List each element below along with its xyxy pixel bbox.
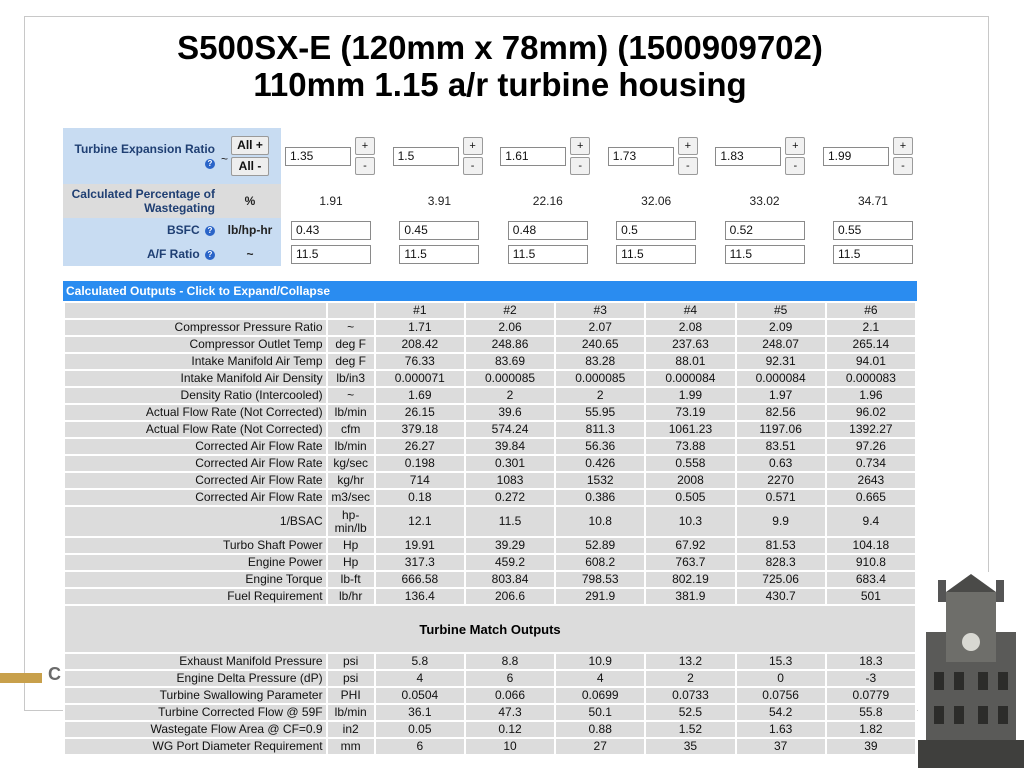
row-label: Compressor Pressure Ratio bbox=[65, 320, 326, 335]
bsfc-unit: lb/hp-hr bbox=[219, 218, 281, 242]
row-value: 1532 bbox=[556, 473, 644, 488]
row-unit: lb/min bbox=[328, 439, 374, 454]
wastegating-group bbox=[281, 194, 917, 208]
row-label: Actual Flow Rate (Not Corrected) bbox=[65, 422, 326, 437]
table-row bbox=[65, 490, 915, 505]
row-value: 0.272 bbox=[466, 490, 554, 505]
row-unit: ~ bbox=[328, 320, 374, 335]
row-value: 18.3 bbox=[827, 654, 915, 669]
row-value: 248.86 bbox=[466, 337, 554, 352]
row-value: 0.066 bbox=[466, 688, 554, 703]
stepper bbox=[893, 137, 913, 175]
building-photo bbox=[918, 572, 1024, 768]
af-field[interactable]: 11.5 bbox=[508, 245, 588, 264]
expansion-ratio-field[interactable]: 1.5 bbox=[393, 147, 459, 166]
row-value: 2008 bbox=[646, 473, 734, 488]
column-header: #5 bbox=[737, 303, 825, 318]
row-label: Exhaust Manifold Pressure bbox=[65, 654, 326, 669]
row-value: 6 bbox=[466, 671, 554, 686]
stepper bbox=[355, 137, 375, 175]
af-field[interactable]: 11.5 bbox=[833, 245, 913, 264]
row-value: 67.92 bbox=[646, 538, 734, 553]
table-row bbox=[65, 722, 915, 737]
row-value: 82.56 bbox=[737, 405, 825, 420]
row-value: 10.3 bbox=[646, 507, 734, 536]
row-value: 0.000084 bbox=[737, 371, 825, 386]
stepper bbox=[678, 137, 698, 175]
expansion-input-group bbox=[285, 137, 913, 175]
expansion-input-1 bbox=[285, 137, 375, 175]
row-value: 19.91 bbox=[376, 538, 464, 553]
row-value: 136.4 bbox=[376, 589, 464, 604]
row-value: 5.8 bbox=[376, 654, 464, 669]
wastegating-value: 3.91 bbox=[427, 194, 452, 208]
row-value: 1197.06 bbox=[737, 422, 825, 437]
all-plus-button[interactable]: All + bbox=[231, 136, 269, 155]
bsfc-label: BSFC bbox=[166, 223, 200, 237]
row-value: 9.9 bbox=[737, 507, 825, 536]
row-value: 27 bbox=[556, 739, 644, 754]
af-group bbox=[281, 245, 917, 264]
row-value: 47.3 bbox=[466, 705, 554, 720]
column-header: #2 bbox=[466, 303, 554, 318]
row-value: 10.8 bbox=[556, 507, 644, 536]
all-minus-button[interactable]: All - bbox=[231, 157, 269, 176]
row-unit: cfm bbox=[328, 422, 374, 437]
row-value: 608.2 bbox=[556, 555, 644, 570]
row-value: 291.9 bbox=[556, 589, 644, 604]
row-value: 1.82 bbox=[827, 722, 915, 737]
row-value: 208.42 bbox=[376, 337, 464, 352]
row-value: 1.52 bbox=[646, 722, 734, 737]
row-value: 2270 bbox=[737, 473, 825, 488]
increment-button[interactable]: + bbox=[463, 137, 483, 155]
expansion-input-2 bbox=[393, 137, 483, 175]
row-value: 2 bbox=[466, 388, 554, 403]
row-value: 0.18 bbox=[376, 490, 464, 505]
row-value: 0.05 bbox=[376, 722, 464, 737]
increment-button[interactable]: + bbox=[355, 137, 375, 155]
footer-accent-bar bbox=[0, 673, 42, 683]
row-value: 240.65 bbox=[556, 337, 644, 352]
table-row bbox=[65, 705, 915, 720]
row-value: 0.88 bbox=[556, 722, 644, 737]
row-value: 2.09 bbox=[737, 320, 825, 335]
row-unit: lb/min bbox=[328, 705, 374, 720]
wastegating-unit: % bbox=[219, 184, 281, 218]
stepper bbox=[785, 137, 805, 175]
row-value: 1.63 bbox=[737, 722, 825, 737]
row-value: 1.69 bbox=[376, 388, 464, 403]
table-row bbox=[65, 555, 915, 570]
row-value: 317.3 bbox=[376, 555, 464, 570]
bsfc-field[interactable]: 0.5 bbox=[616, 221, 696, 240]
row-value: 714 bbox=[376, 473, 464, 488]
row-value: 0.0504 bbox=[376, 688, 464, 703]
row-label: Intake Manifold Air Temp bbox=[65, 354, 326, 369]
row-unit: kg/hr bbox=[328, 473, 374, 488]
bsfc-field[interactable]: 0.48 bbox=[508, 221, 588, 240]
table-row bbox=[65, 473, 915, 488]
table-row bbox=[65, 456, 915, 471]
row-value: 54.2 bbox=[737, 705, 825, 720]
row-value: 0.0733 bbox=[646, 688, 734, 703]
row-value: 88.01 bbox=[646, 354, 734, 369]
expansion-input-5 bbox=[715, 137, 805, 175]
row-value: 36.1 bbox=[376, 705, 464, 720]
row-label: Engine Delta Pressure (dP) bbox=[65, 671, 326, 686]
af-field[interactable]: 11.5 bbox=[399, 245, 479, 264]
row-value: 55.8 bbox=[827, 705, 915, 720]
row-unit: m3/sec bbox=[328, 490, 374, 505]
row-value: 0.198 bbox=[376, 456, 464, 471]
table-row bbox=[65, 654, 915, 669]
decrement-button[interactable]: - bbox=[463, 157, 483, 175]
decrement-button[interactable]: - bbox=[893, 157, 913, 175]
wastegating-value: 1.91 bbox=[319, 194, 343, 208]
row-value: 501 bbox=[827, 589, 915, 604]
row-value: 0.734 bbox=[827, 456, 915, 471]
row-value: 15.3 bbox=[737, 654, 825, 669]
row-value: 574.24 bbox=[466, 422, 554, 437]
row-value: 0.12 bbox=[466, 722, 554, 737]
row-value: 2.08 bbox=[646, 320, 734, 335]
row-label: Intake Manifold Air Density bbox=[65, 371, 326, 386]
row-unit: deg F bbox=[328, 354, 374, 369]
row-value: 39.6 bbox=[466, 405, 554, 420]
row-value: 0.505 bbox=[646, 490, 734, 505]
row-value: 26.27 bbox=[376, 439, 464, 454]
calculated-outputs-table bbox=[63, 301, 917, 756]
row-unit: lb-ft bbox=[328, 572, 374, 587]
af-unit: ~ bbox=[219, 242, 281, 266]
row-value: 56.36 bbox=[556, 439, 644, 454]
footer-logo-letter: C bbox=[48, 664, 61, 684]
row-value: 83.28 bbox=[556, 354, 644, 369]
row-value: 381.9 bbox=[646, 589, 734, 604]
decrement-button[interactable]: - bbox=[785, 157, 805, 175]
row-value: 0.000083 bbox=[827, 371, 915, 386]
row-label: Corrected Air Flow Rate bbox=[65, 490, 326, 505]
row-value: 12.1 bbox=[376, 507, 464, 536]
row-value: 459.2 bbox=[466, 555, 554, 570]
row-unit: lb/hr bbox=[328, 589, 374, 604]
row-value: 811.3 bbox=[556, 422, 644, 437]
row-value: 0.000085 bbox=[556, 371, 644, 386]
row-value: 39 bbox=[827, 739, 915, 754]
row-value: 8.8 bbox=[466, 654, 554, 669]
row-value: 4 bbox=[376, 671, 464, 686]
increment-button[interactable]: + bbox=[678, 137, 698, 155]
wastegating-row bbox=[63, 184, 917, 218]
column-header: #6 bbox=[827, 303, 915, 318]
row-value: 0.000071 bbox=[376, 371, 464, 386]
row-unit: kg/sec bbox=[328, 456, 374, 471]
bsfc-field[interactable]: 0.43 bbox=[291, 221, 371, 240]
column-header: #4 bbox=[646, 303, 734, 318]
row-value: 1083 bbox=[466, 473, 554, 488]
row-label: Fuel Requirement bbox=[65, 589, 326, 604]
row-value: 6 bbox=[376, 739, 464, 754]
table-row bbox=[65, 422, 915, 437]
row-value: 92.31 bbox=[737, 354, 825, 369]
expansion-input-6 bbox=[823, 137, 913, 175]
row-value: 265.14 bbox=[827, 337, 915, 352]
row-value: 73.19 bbox=[646, 405, 734, 420]
slide-title bbox=[60, 30, 940, 104]
row-value: 4 bbox=[556, 671, 644, 686]
row-value: 910.8 bbox=[827, 555, 915, 570]
af-field[interactable]: 11.5 bbox=[616, 245, 696, 264]
row-value: 802.19 bbox=[646, 572, 734, 587]
table-row bbox=[65, 507, 915, 536]
row-value: 798.53 bbox=[556, 572, 644, 587]
row-value: 96.02 bbox=[827, 405, 915, 420]
af-label-cell bbox=[63, 242, 219, 266]
row-value: 0.301 bbox=[466, 456, 554, 471]
expansion-input-4 bbox=[608, 137, 698, 175]
row-label: Corrected Air Flow Rate bbox=[65, 456, 326, 471]
af-ratio-label: A/F Ratio bbox=[146, 247, 200, 261]
row-label: Engine Power bbox=[65, 555, 326, 570]
expansion-ratio-field[interactable]: 1.61 bbox=[500, 147, 566, 166]
row-value: 0 bbox=[737, 671, 825, 686]
row-label: WG Port Diameter Requirement bbox=[65, 739, 326, 754]
bsfc-field[interactable]: 0.52 bbox=[725, 221, 805, 240]
row-value: 379.18 bbox=[376, 422, 464, 437]
row-value: 97.26 bbox=[827, 439, 915, 454]
row-value: 39.84 bbox=[466, 439, 554, 454]
row-value: 666.58 bbox=[376, 572, 464, 587]
row-value: 430.7 bbox=[737, 589, 825, 604]
expansion-input-3 bbox=[500, 137, 590, 175]
row-value: 26.15 bbox=[376, 405, 464, 420]
row-value: 83.69 bbox=[466, 354, 554, 369]
bsfc-inputs bbox=[281, 218, 917, 242]
increment-button[interactable]: + bbox=[893, 137, 913, 155]
row-value: 2.07 bbox=[556, 320, 644, 335]
title-line-1: S500SX-E (120mm x 78mm) (1500909702) bbox=[177, 29, 823, 66]
table-row bbox=[65, 337, 915, 352]
row-unit: deg F bbox=[328, 337, 374, 352]
row-label: Turbine Swallowing Parameter bbox=[65, 688, 326, 703]
stepper bbox=[463, 137, 483, 175]
column-header: #1 bbox=[376, 303, 464, 318]
wastegating-value: 33.02 bbox=[749, 194, 780, 208]
row-label: Compressor Outlet Temp bbox=[65, 337, 326, 352]
tilde-unit: ~ bbox=[221, 152, 229, 166]
row-value: 13.2 bbox=[646, 654, 734, 669]
decrement-button[interactable]: - bbox=[355, 157, 375, 175]
table-row bbox=[65, 589, 915, 604]
expansion-ratio-field[interactable]: 1.35 bbox=[285, 147, 351, 166]
row-value: 2.1 bbox=[827, 320, 915, 335]
row-value: 0.426 bbox=[556, 456, 644, 471]
row-unit: PHI bbox=[328, 688, 374, 703]
row-value: 0.558 bbox=[646, 456, 734, 471]
row-value: 1.97 bbox=[737, 388, 825, 403]
row-label: Density Ratio (Intercooled) bbox=[65, 388, 326, 403]
help-icon[interactable]: ? bbox=[205, 226, 215, 236]
row-unit: in2 bbox=[328, 722, 374, 737]
row-value: 0.0779 bbox=[827, 688, 915, 703]
outputs-header-row bbox=[65, 303, 915, 318]
table-row bbox=[65, 572, 915, 587]
table-row bbox=[65, 439, 915, 454]
row-value: 9.4 bbox=[827, 507, 915, 536]
decrement-button[interactable]: - bbox=[678, 157, 698, 175]
row-value: 10.9 bbox=[556, 654, 644, 669]
row-value: 0.0699 bbox=[556, 688, 644, 703]
wastegating-value: 34.71 bbox=[857, 194, 888, 208]
row-value: 248.07 bbox=[737, 337, 825, 352]
row-value: 10 bbox=[466, 739, 554, 754]
row-value: 725.06 bbox=[737, 572, 825, 587]
table-row bbox=[65, 320, 915, 335]
row-value: 1.99 bbox=[646, 388, 734, 403]
af-ratio-inputs bbox=[281, 242, 917, 266]
row-label: Turbine Corrected Flow @ 59F bbox=[65, 705, 326, 720]
bsfc-field[interactable]: 0.55 bbox=[833, 221, 913, 240]
row-value: 237.63 bbox=[646, 337, 734, 352]
row-value: 683.4 bbox=[827, 572, 915, 587]
help-icon[interactable]: ? bbox=[205, 159, 215, 169]
row-unit: Hp bbox=[328, 555, 374, 570]
row-value: 763.7 bbox=[646, 555, 734, 570]
help-icon[interactable]: ? bbox=[205, 250, 215, 260]
expansion-ratio-field[interactable]: 1.73 bbox=[608, 147, 674, 166]
bsfc-row bbox=[63, 218, 917, 242]
row-value: 1061.23 bbox=[646, 422, 734, 437]
row-value: 1392.27 bbox=[827, 422, 915, 437]
row-value: 2643 bbox=[827, 473, 915, 488]
row-unit: Hp bbox=[328, 538, 374, 553]
decrement-button[interactable]: - bbox=[570, 157, 590, 175]
bsfc-group bbox=[281, 221, 917, 240]
expansion-ratio-field[interactable]: 1.99 bbox=[823, 147, 889, 166]
row-value: -3 bbox=[827, 671, 915, 686]
table-row bbox=[65, 354, 915, 369]
row-label: 1/BSAC bbox=[65, 507, 326, 536]
row-value: 104.18 bbox=[827, 538, 915, 553]
row-value: 0.000085 bbox=[466, 371, 554, 386]
table-row bbox=[65, 538, 915, 553]
wastegating-values bbox=[281, 184, 917, 218]
row-value: 0.386 bbox=[556, 490, 644, 505]
af-field[interactable]: 11.5 bbox=[291, 245, 371, 264]
row-unit: psi bbox=[328, 654, 374, 669]
expansion-ratio-label-cell bbox=[63, 128, 219, 184]
row-unit: psi bbox=[328, 671, 374, 686]
row-value: 0.665 bbox=[827, 490, 915, 505]
input-panel bbox=[63, 128, 917, 266]
turbine-section-row bbox=[65, 606, 915, 652]
row-label: Turbo Shaft Power bbox=[65, 538, 326, 553]
row-value: 55.95 bbox=[556, 405, 644, 420]
wastegating-value: 32.06 bbox=[641, 194, 672, 208]
row-value: 1.96 bbox=[827, 388, 915, 403]
increment-button[interactable]: + bbox=[785, 137, 805, 155]
row-label: Corrected Air Flow Rate bbox=[65, 473, 326, 488]
expansion-ratio-field[interactable]: 1.83 bbox=[715, 147, 781, 166]
all-buttons-cell bbox=[219, 128, 281, 184]
row-unit: ~ bbox=[328, 388, 374, 403]
header-blank bbox=[65, 303, 326, 318]
table-row bbox=[65, 739, 915, 754]
row-value: 2 bbox=[556, 388, 644, 403]
row-value: 0.571 bbox=[737, 490, 825, 505]
row-value: 0.63 bbox=[737, 456, 825, 471]
wastegating-value: 22.16 bbox=[532, 194, 563, 208]
title-line-2: 110mm 1.15 a/r turbine housing bbox=[253, 65, 747, 103]
row-unit: lb/in3 bbox=[328, 371, 374, 386]
turbine-section-title: Turbine Match Outputs bbox=[65, 606, 915, 652]
row-value: 0.0756 bbox=[737, 688, 825, 703]
row-value: 76.33 bbox=[376, 354, 464, 369]
row-value: 94.01 bbox=[827, 354, 915, 369]
table-row bbox=[65, 405, 915, 420]
expansion-inputs bbox=[281, 128, 917, 184]
header-blank bbox=[328, 303, 374, 318]
row-value: 1.71 bbox=[376, 320, 464, 335]
stepper bbox=[570, 137, 590, 175]
expansion-ratio-row bbox=[63, 128, 917, 184]
row-value: 35 bbox=[646, 739, 734, 754]
row-value: 2 bbox=[646, 671, 734, 686]
row-value: 0.000084 bbox=[646, 371, 734, 386]
increment-button[interactable]: + bbox=[570, 137, 590, 155]
row-value: 50.1 bbox=[556, 705, 644, 720]
row-value: 81.53 bbox=[737, 538, 825, 553]
row-unit: mm bbox=[328, 739, 374, 754]
row-value: 52.5 bbox=[646, 705, 734, 720]
row-value: 206.6 bbox=[466, 589, 554, 604]
calculated-outputs-toggle[interactable]: Calculated Outputs - Click to Expand/Collapse bbox=[63, 281, 917, 301]
row-value: 52.89 bbox=[556, 538, 644, 553]
row-value: 828.3 bbox=[737, 555, 825, 570]
row-value: 11.5 bbox=[466, 507, 554, 536]
row-value: 73.88 bbox=[646, 439, 734, 454]
row-value: 37 bbox=[737, 739, 825, 754]
row-value: 2.06 bbox=[466, 320, 554, 335]
row-value: 83.51 bbox=[737, 439, 825, 454]
table-row bbox=[65, 671, 915, 686]
bsfc-field[interactable]: 0.45 bbox=[399, 221, 479, 240]
row-value: 39.29 bbox=[466, 538, 554, 553]
wastegating-label: Calculated Percentage of Wastegating bbox=[63, 184, 219, 218]
expansion-ratio-label: Turbine Expansion Ratio bbox=[74, 142, 215, 156]
table-row bbox=[65, 688, 915, 703]
af-field[interactable]: 11.5 bbox=[725, 245, 805, 264]
table-row bbox=[65, 371, 915, 386]
af-ratio-row bbox=[63, 242, 917, 266]
row-label: Actual Flow Rate (Not Corrected) bbox=[65, 405, 326, 420]
table-row bbox=[65, 388, 915, 403]
row-label: Corrected Air Flow Rate bbox=[65, 439, 326, 454]
row-value: 803.84 bbox=[466, 572, 554, 587]
row-unit: hp-min/lb bbox=[328, 507, 374, 536]
bsfc-label-cell bbox=[63, 218, 219, 242]
column-header: #3 bbox=[556, 303, 644, 318]
row-unit: lb/min bbox=[328, 405, 374, 420]
row-label: Wastegate Flow Area @ CF=0.9 bbox=[65, 722, 326, 737]
row-label: Engine Torque bbox=[65, 572, 326, 587]
